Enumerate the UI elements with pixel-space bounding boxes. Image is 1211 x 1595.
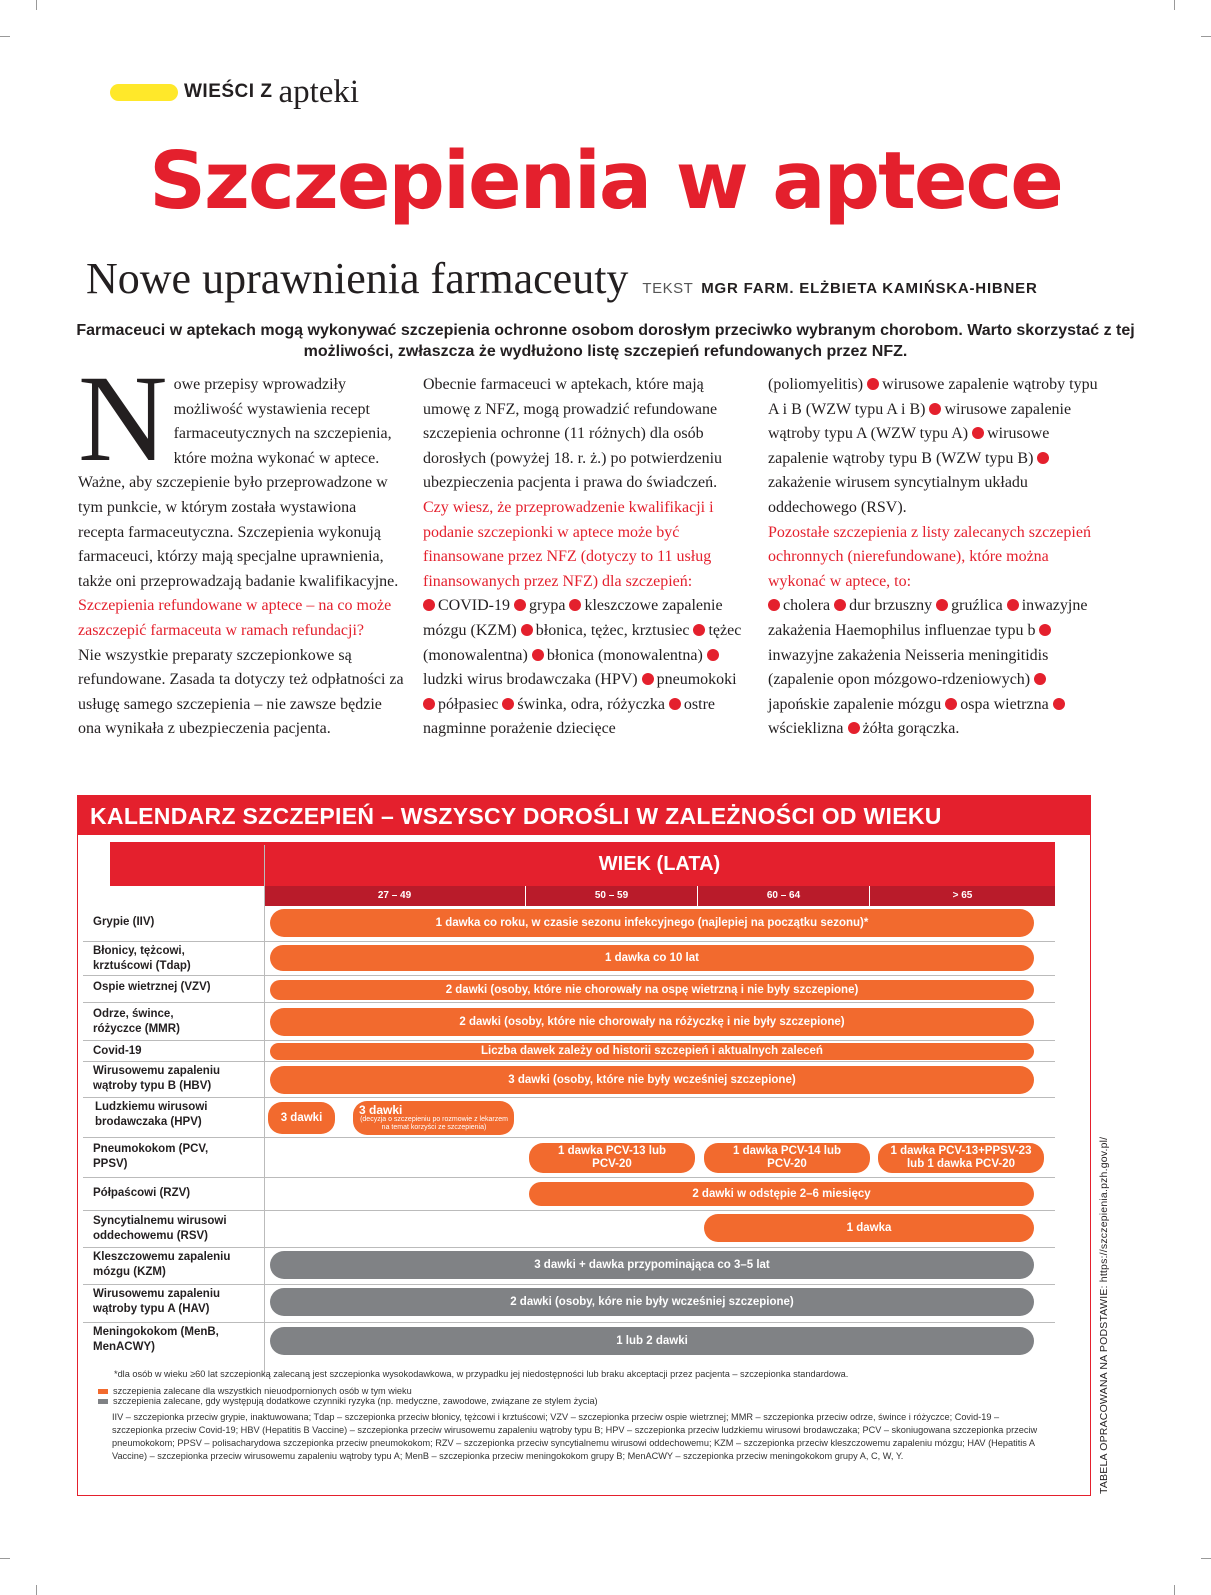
dose-bar: Liczba dawek zależy od historii szczepień i aktualnych zaleceń bbox=[270, 1043, 1034, 1060]
bullet-dot bbox=[669, 698, 681, 710]
table-row bbox=[83, 1098, 1055, 1138]
bullet-dot bbox=[423, 599, 435, 611]
row-label: Ludzkiemu wirusowi brodawczaka (HPV) bbox=[95, 1101, 208, 1128]
bullet-dot bbox=[502, 698, 514, 710]
subheading: Szczepienia refundowane w aptece – na co może zaszczepić farmaceuta w ramach refundacji? bbox=[78, 597, 392, 639]
byline-author: MGR FARM. ELŻBIETA KAMIŃSKA-HIBNER bbox=[701, 280, 1038, 297]
table-row bbox=[83, 976, 1055, 1003]
table-row bbox=[83, 1248, 1055, 1285]
bullet-dot bbox=[532, 649, 544, 661]
legend-label: szczepienia zalecane, gdy występują dodatkowe czynniki ryzyka (np. medyczne, zawodowe, związane ze stylem życia) bbox=[113, 1396, 598, 1406]
table-row bbox=[83, 942, 1055, 976]
bullet-dot bbox=[693, 624, 705, 636]
age-group: 60 – 64 bbox=[698, 886, 870, 906]
list-item: inwazyjne zakażenia Haemophilus influenzae typu b bbox=[768, 597, 1088, 639]
paragraph: Nie wszystkie preparaty szczepionkowe są refundowane. Zasada ta dotyczy też odpłatności za usługę samego szczepienia – nie zawsze będzie ona wynikała z ubezpieczenia pacjenta. bbox=[78, 646, 404, 738]
table-row bbox=[83, 1211, 1055, 1248]
dose-bar: 3 dawki bbox=[268, 1102, 335, 1134]
bullet-dot bbox=[1039, 624, 1051, 636]
bullet-dot bbox=[569, 599, 581, 611]
table-row bbox=[83, 906, 1055, 942]
bullet-dot bbox=[768, 599, 780, 611]
abbreviations: IIV – szczepionka przeciw grypie, inaktuwowana; Tdap – szczepionka przeciw błonicy, tężcowi i krztuścowi; VZV – szczepionka przeciw ospie wietrznej; MMR – szczepionka przeciw odrze, śwince i różyczce; Covid-19 – szczepionka przeciw Covid-19; HBV (Hepatitis B Vaccine) – szczepionka przeciw wirusowemu zapaleniu wątroby typu B; HPV – szczepionka przeciw ludzkiemu wirusowi brodawczaka; PCV – skoniugowana szczepionka przeciw pneumokokom; PPSV – polisacharydowa szczepionka przeciw pneumokokom; RZV – szczepionka przeciw syncytialnemu wirusowi oddechowemu; KZM – szczepionka przeciw kleszczowemu zapaleniu mózgu; HAV (Hepatitis A Vaccine) – szczepionka przeciw wirusowemu zapaleniu wątroby typu A; MenB – szczepionka przeciw meningokokom grupy B; MenACWY – szczepionka przeciw meningokokom grupy A, C, W, Y. bbox=[112, 1412, 1038, 1461]
row-label: Pneumokokom (PCV, PPSV) bbox=[93, 1143, 209, 1170]
crop-mark bbox=[1174, 1585, 1175, 1595]
list-item: ludzki wirus brodawczaka (HPV) bbox=[423, 671, 642, 689]
row-label: Odrze, śwince, różyczce (MMR) bbox=[93, 1008, 180, 1035]
crop-mark bbox=[1174, 0, 1175, 10]
paragraph: Obecnie farmaceuci w aptekach, które mają umowę z NFZ, mogą prowadzić refundowane szczepienia ochronne (11 różnych) dla osób dorosłych (powyżej 18. r. ż.) po potwierdzeniu ubezpieczenia pacjenta i prawa do świadczeń. bbox=[423, 376, 723, 492]
row-label: Kleszczowemu zapaleniu mózgu (KZM) bbox=[93, 1251, 231, 1278]
dose-bar: 1 dawka co 10 lat bbox=[270, 945, 1034, 971]
dose-bar-conditional bbox=[353, 1101, 514, 1135]
bullet-dot bbox=[1053, 698, 1065, 710]
list-item: tężec (monowalentna) bbox=[423, 621, 742, 664]
crop-mark bbox=[36, 1585, 37, 1595]
bullet-dot bbox=[1037, 452, 1049, 464]
dose-bar: 1 dawka PCV-14 lub PCV-20 bbox=[704, 1143, 870, 1173]
bullet-dot bbox=[1034, 673, 1046, 685]
row-label: Wirusowemu zapaleniu wątroby typu A (HAV) bbox=[93, 1288, 221, 1315]
row-label: Półpaścowi (RZV) bbox=[93, 1187, 191, 1199]
list-item: japońskie zapalenie mózgu bbox=[768, 695, 946, 713]
refunded-list-continued bbox=[768, 373, 1098, 521]
table-row bbox=[83, 1138, 1055, 1178]
section-tag bbox=[110, 74, 359, 110]
row-label: Meningokokom (MenB, MenACWY) bbox=[93, 1326, 219, 1353]
drop-cap: N bbox=[78, 350, 168, 487]
article-title: Szczepienia w aptece bbox=[149, 135, 1062, 227]
section-tag-bar bbox=[110, 84, 178, 101]
bullet-dot bbox=[1007, 599, 1019, 611]
article-column-2 bbox=[423, 373, 751, 742]
age-group: 50 – 59 bbox=[526, 886, 698, 906]
list-item: grypa bbox=[529, 597, 570, 615]
list-item: kleszczowe zapalenie mózgu (KZM) bbox=[423, 597, 723, 639]
article-lead: Farmaceuci w aptekach mogą wykonywać szczepienia ochronne osobom dorosłym przeciwko wybranym chorobom. Warto skorzystać z tej możliwości, zwłaszcza że wydłużono listę szczepień refundowanych przez NFZ. bbox=[76, 322, 1135, 360]
dose-bar: 2 dawki (osoby, które nie chorowały na różyczkę i nie były szczepione) bbox=[270, 1008, 1034, 1036]
paragraph: owe przepisy wprowadziły możliwość wystawienia recept farmaceutycznych na szczepienia, które można wykonać w aptece. Ważne, aby szczepienie było przeprowadzone w tym punkcie, w którym została wystawiona recepta farmaceutyczna. Szczepienia wykonują farmaceuci, którzy mają specjalne uprawnienia, także oni przeprowadzają badanie kwalifikacyjne. bbox=[78, 376, 399, 590]
bullet-dot bbox=[707, 649, 719, 661]
table-row bbox=[83, 1178, 1055, 1211]
bullet-dot bbox=[834, 599, 846, 611]
list-item: gruźlica bbox=[951, 597, 1007, 615]
list-item: błonica (monowalentna) bbox=[546, 646, 707, 664]
row-label: Covid-19 bbox=[93, 1045, 142, 1057]
bullet-dot bbox=[514, 599, 526, 611]
dose-bar: 1 lub 2 dawki bbox=[270, 1327, 1034, 1355]
list-item: ospa wietrzna bbox=[960, 695, 1053, 713]
subheading: Czy wiesz, że przeprowadzenie kwalifikacji i podanie szczepionki w aptece może być finansowane przez NFZ (dotyczy to 11 usług finansowanych przez NFZ) dla szczepień: bbox=[423, 498, 714, 590]
bullet-dot bbox=[972, 427, 984, 439]
row-label: Ospie wietrznej (VZV) bbox=[93, 981, 211, 993]
list-item: zakażenie wirusem syncytialnym układu oddechowego (RSV). bbox=[768, 474, 1028, 516]
subheading: Pozostałe szczepienia z listy zalecanych szczepień ochronnych (nierefundowane), które można wykonać w aptece, to: bbox=[768, 523, 1091, 590]
section-tag-serif: apteki bbox=[278, 73, 360, 110]
subtitle-row bbox=[86, 253, 1038, 304]
list-item: żółta gorączka. bbox=[862, 720, 960, 738]
age-header: WIEK (LATA) bbox=[264, 842, 1055, 886]
crop-mark bbox=[0, 1558, 10, 1559]
bullet-dot bbox=[945, 698, 957, 710]
article-column-3 bbox=[768, 373, 1098, 742]
list-item: wirusowe zapalenie wątroby typu A (WZW typu A) bbox=[768, 400, 1072, 443]
dose-bar: 1 dawka PCV-13+PPSV-23 lub 1 dawka PCV-20 bbox=[878, 1143, 1044, 1173]
list-item: wirusowe zapalenie wątroby typu A i B (WZW typu A i B) bbox=[768, 376, 1098, 418]
legend-item bbox=[98, 1395, 598, 1407]
list-item: inwazyjne zakażenia Neisseria meningitidis (zapalenie opon mózgowo-rdzeniowych) bbox=[768, 646, 1049, 689]
row-label: Syncytialnemu wirusowi oddechowemu (RSV) bbox=[93, 1215, 227, 1242]
bullet-dot bbox=[929, 403, 941, 415]
bullet-dot bbox=[642, 673, 654, 685]
table-row bbox=[83, 1041, 1055, 1062]
dose-bar: 1 dawka PCV-13 lub PCV-20 bbox=[529, 1143, 695, 1173]
other-list bbox=[768, 594, 1098, 742]
bullet-dot bbox=[423, 698, 435, 710]
byline-prefix: TEKST bbox=[642, 280, 694, 297]
bullet-dot bbox=[848, 722, 860, 734]
age-groups bbox=[264, 886, 1055, 906]
article-column-1 bbox=[78, 350, 404, 742]
list-item: ostre nagminne porażenie dziecięce bbox=[423, 695, 716, 738]
dose-bar: 3 dawki + dawka przypominająca co 3–5 lat bbox=[270, 1251, 1034, 1279]
table-footnote: *dla osób w wieku ≥60 lat szczepionką zalecaną jest szczepionka wysokodawkowa, w przypadku jej niedostępności lub braku akceptacji przez pacjenta – szczepionka standardowa. bbox=[114, 1369, 849, 1379]
dose-bar-label: 3 dawki bbox=[359, 1103, 403, 1117]
list-item-continued: (poliomyelitis) bbox=[768, 376, 868, 393]
section-tag-label: WIEŚCI Z bbox=[184, 81, 273, 102]
list-item: świnka, odra, różyczka bbox=[517, 695, 669, 713]
list-item: COVID-19 bbox=[438, 597, 514, 615]
list-item: cholera bbox=[783, 597, 835, 615]
list-item: wścieklizna bbox=[768, 720, 848, 738]
list-item: wirusowe zapalenie wątroby typu B (WZW typu B) bbox=[768, 425, 1050, 467]
table-row bbox=[83, 1062, 1055, 1098]
table-row bbox=[83, 1285, 1055, 1323]
article-subtitle: Nowe uprawnienia farmaceuty bbox=[86, 254, 629, 303]
age-group: > 65 bbox=[952, 890, 973, 901]
dose-bar: 1 dawka co roku, w czasie sezonu infekcyjnego (najlepiej na początku sezonu)* bbox=[270, 909, 1034, 937]
age-group: 27 – 49 bbox=[264, 886, 526, 906]
table-row bbox=[83, 1003, 1055, 1041]
list-item: dur brzuszny bbox=[849, 597, 937, 615]
row-label: Błonicy, tężcowi, krztuścowi (Tdap) bbox=[93, 945, 191, 972]
list-item: pneumokoki bbox=[656, 671, 737, 689]
bullet-dot bbox=[867, 378, 879, 390]
crop-mark bbox=[1201, 1558, 1211, 1559]
dose-bar: 3 dawki (osoby, które nie były wcześniej szczepione) bbox=[270, 1066, 1034, 1094]
bullet-dot bbox=[936, 599, 948, 611]
list-item: półpasiec bbox=[438, 695, 503, 713]
legend-swatch-grey bbox=[98, 1399, 108, 1404]
row-label: Wirusowemu zapaleniu wątroby typu B (HBV) bbox=[93, 1065, 221, 1092]
table-row bbox=[83, 1323, 1055, 1361]
dose-bar-note: (decyzja o szczepieniu po rozmowie z lekarzem na temat korzyści ze szczepienia) bbox=[360, 1116, 508, 1131]
vaccination-calendar bbox=[77, 795, 1091, 1496]
bullet-dot bbox=[521, 624, 533, 636]
dose-bar: 2 dawki w odstępie 2–6 miesięcy bbox=[529, 1182, 1034, 1206]
dose-bar: 2 dawki (osoby, które nie chorowały na ospę wietrzną i nie były szczepione) bbox=[270, 980, 1034, 1000]
row-label: Grypie (IIV) bbox=[93, 916, 155, 928]
calendar-title: KALENDARZ SZCZEPIEŃ – WSZYSCY DOROŚLI W ZALEŻNOŚCI OD WIEKU bbox=[78, 796, 1090, 835]
legend-swatch-orange bbox=[98, 1389, 108, 1394]
list-item: błonica, tężec, krztusiec bbox=[535, 621, 694, 639]
dose-bar: 1 dawka bbox=[704, 1214, 1034, 1242]
refunded-list bbox=[423, 594, 751, 742]
legend-label: szczepienia zalecane dla wszystkich nieuodpornionych osób w tym wieku bbox=[113, 1386, 412, 1396]
crop-mark bbox=[1201, 36, 1211, 37]
dose-bar: 2 dawki (osoby, kóre nie były wcześniej szczepione) bbox=[270, 1288, 1034, 1316]
crop-mark bbox=[36, 0, 37, 10]
crop-mark bbox=[0, 36, 10, 37]
age-header-corner bbox=[110, 842, 264, 886]
source-note: TABELA OPRACOWANA NA PODSTAWIE: https://szczepienia.pzh.gov.pl/ bbox=[1098, 1136, 1110, 1494]
